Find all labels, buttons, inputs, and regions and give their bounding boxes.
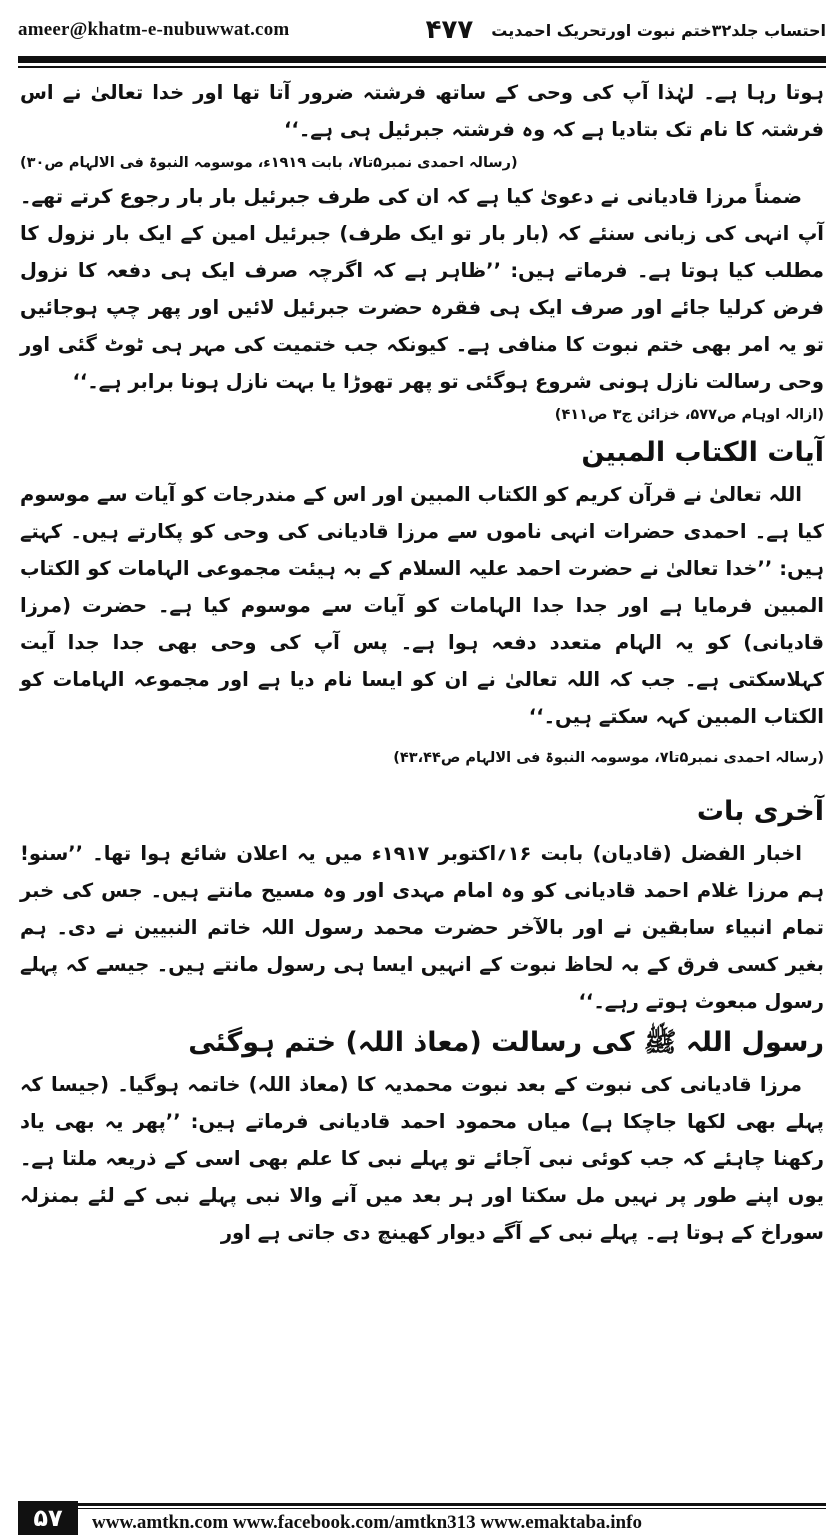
paragraph-1: ہوتا رہا ہے۔ لہٰذا آپ کی وحی کے ساتھ فرشتہ ضرور آتا تھا اور خدا تعالیٰ نے اس فرشتہ کا نام تک بتادیا ہے کہ وہ فرشتہ جبرئیل ہی ہے۔‘‘ xyxy=(20,81,824,141)
section-heading-ayat: آیات الکتاب المبین xyxy=(581,437,824,468)
header-email: ameer@khatm-e-nubuwwat.com xyxy=(18,19,290,40)
section-heading-risalat: رسول اللہ ﷺ کی رسالت (معاذ اللہ) ختم ہوگئی xyxy=(188,1027,824,1058)
reference-2: (ازالہ اوہام ص۵۷۷، خزائن ج۳ ص۴۱۱) xyxy=(554,407,824,423)
reference-3: (رسالہ احمدی نمبر۵تا۷، موسومہ النبوۃ فی الالہام ص۴۳،۴۴) xyxy=(393,750,824,766)
paragraph-4: اخبار الفضل (قادیان) بابت ۱۶؍اکتوبر ۱۹۱۷ء میں یہ اعلان شائع ہوا تھا۔ ’’سنو! ہم مرزا غلام احمد قادیانی کو وہ امام مہدی اور وہ مسیح مانتے ہیں۔ جس کی خبر تمام انبیاء سابقین نے اور بالآخر حضرت محمد رسول اللہ خاتم النبیین نے دی۔ ہم بغیر کسی فرق کے بہ لحاظ نبوت کے انہیں ایسا ہی رسول مانتے ہیں۔ جیسے کہ پہلے رسول مبعوث ہوتے رہے۔‘‘ xyxy=(20,842,824,1013)
page-header xyxy=(18,6,826,54)
paragraph-2: ضمناً مرزا قادیانی نے دعویٰ کیا ہے کہ ان کی طرف جبرئیل بار بار رجوع کرتے تھے۔ آپ انہی کی زبانی سنئے کہ (بار بار تو ایک طرف) جبرئیل امین کے ایک بار نزول کا مطلب کیا ہوتا ہے۔ فرماتے ہیں: ’’ظاہر ہے کہ اگرچہ صرف ایک ہی دفعہ کا نزول فرض کرلیا جائے اور صرف ایک ہی فقرہ حضرت جبرئیل لائیں اور پھر چپ ہوجائیں تو یہ امر بھی ختم نبوت کا منافی ہے۔ کیونکہ جب ختمیت کی مہر ہی ٹوٹ گئی اور وحی رسالت نازل ہونی شروع ہوگئی تو پھر تھوڑا یا بہت نازل ہونا برابر ہے۔‘‘ xyxy=(20,185,824,393)
paragraph-5: مرزا قادیانی کی نبوت کے بعد نبوت محمدیہ کا (معاذ اللہ) خاتمہ ہوگیا۔ (جیسا کہ پہلے بھی لکھا جاچکا ہے) میاں محمود احمد قادیانی فرماتے ہیں: ’’پھر یہ بھی یاد رکھنا چاہئے کہ جب کوئی نبی آجائے تو پہلے نبی کا علم بھی اسی کے ذریعہ ملتا ہے۔ یوں اپنے طور پر نہیں مل سکتا اور ہر بعد میں آنے والا نبی پہلے نبی کے لئے بمنزلہ سوراخ کے ہوتا ہے۔ پہلے نبی کے آگے دیوار کھینچ دی جاتی ہے اور xyxy=(20,1073,824,1244)
header-rule-thick xyxy=(18,56,826,63)
header-rule-thin xyxy=(18,66,826,68)
paragraph-3: اللہ تعالیٰ نے قرآن کریم کو الکتاب المبین اور اس کے مندرجات کو آیات سے موسوم کیا ہے۔ احمدی حضرات انہی ناموں سے مرزا قادیانی کی وحی کو پکارتے ہیں۔ کہتے ہیں: ’’خدا تعالیٰ نے حضرت احمد علیہ السلام کے بہ ہیئت مجموعی الہامات کو الکتاب المبین فرمایا ہے اور جدا جدا الہامات کو آیات سے موسوم کیا ہے۔ حضرت (مرزا قادیانی) کو یہ الہام متعدد دفعہ ہوا ہے۔ پس آپ کی وحی بھی جدا جدا آیت کہلاسکتی ہے۔ جب کہ اللہ تعالیٰ نے ان کو ایسا نام دیا ہے اور مجموعہ الہامات کو الکتاب المبین کہہ سکتے ہیں۔‘‘ xyxy=(20,483,824,728)
reference-1: (رسالہ احمدی نمبر۵تا۷، بابت ۱۹۱۹ء، موسومہ النبوۃ فی الالہام ص۳۰) xyxy=(20,155,518,171)
header-title: احتساب جلد۳۲ختم نبوت اورتحریک احمدیت xyxy=(491,20,826,40)
page-body xyxy=(20,74,824,1251)
footer-links-bar xyxy=(78,1501,826,1535)
footer-links: www.amtkn.com www.facebook.com/amtkn313 www.emaktaba.info xyxy=(92,1512,642,1533)
page-footer xyxy=(18,1500,826,1536)
footer-page-number: ۵۷ xyxy=(18,1501,78,1535)
header-title-group xyxy=(426,15,826,45)
header-page-number: ۴۷۷ xyxy=(425,15,474,45)
section-heading-last-word: آخری بات xyxy=(696,796,824,827)
